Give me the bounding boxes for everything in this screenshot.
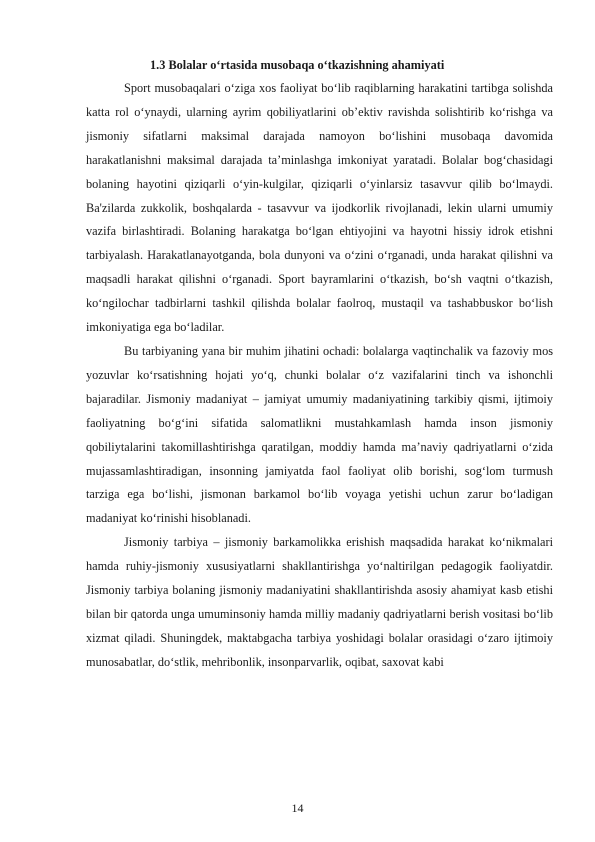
page-number: 14 bbox=[291, 801, 304, 815]
paragraph-1: Sport musobaqalari o‘ziga xos faoliyat bo‘lib raqiblarning harakatini tartibga solishda katta rol o‘ynaydi, ularning ayrim qobiliyatlarini ob’ektiv ravishda solishtirib ko‘rishga va jismoniy sifatlarni maksimal darajada namoyon bo‘lishini musobaqa davomida harakatlanishni maksimal darajada ta’minlashga imkoniyat yaratadi. Bolalar bog‘chasidagi bolaning hayotini qiziqarli o‘yin-kulgilar, qiziqarli o‘yinlarsiz tasavvur qilib bo‘lmaydi. Ba'zilarda zukkolik, boshqalarda - tasavvur va ijodkorlik rivojlanadi, lekin ularni umumiy vazifa birlashtiradi. Bolaning harakatga bo‘lgan ehtiyojini va hayotni hissiy idrok etishni tarbiyalash. Harakatlanayotganda, bola dunyoni va o‘zini o‘rganadi, unda harakat qilishni va maqsadli harakat qilishni o‘rganadi. Sport bayramlarini o‘tkazish, bo‘sh vaqtni o‘tkazish, ko‘ngilochar tadbirlarni tashkil qilishda bolalar faolroq, mustaqil va tashabbuskor bo‘lish imkoniyatiga ega bo‘ladilar. bbox=[86, 81, 553, 335]
section-heading: 1.3 Bolalar o‘rtasida musobaqa o‘tkazishning ahamiyati bbox=[150, 58, 445, 72]
body-text bbox=[86, 77, 553, 675]
paragraph-3: Jismoniy tarbiya – jismoniy barkamolikka erishish maqsadida harakat ko‘nikmalari hamda ruhiy-jismoniy xususiyatlarni shakllantirishga yo‘naltirilgan pedagogik faoliyatdir. Jismoniy tarbiya bolaning jismoniy madaniyatini shakllantirishda asosiy ahamiyat kasb etishi bilan bir qatorda unga umuminsoniy hamda milliy madaniy qadriyatlarni berish vositasi bo‘lib xizmat qiladi. Shuningdek, maktabgacha tarbiya yoshidagi bolalar orasidagi o‘zaro ijtimoiy munosabatlar, do‘stlik, mehribonlik, insonparvarlik, oqibat, saxovat kabi bbox=[86, 535, 553, 669]
paragraph-2: Bu tarbiyaning yana bir muhim jihatini ochadi: bolalarga vaqtinchalik va fazoviy mos yozuvlar ko‘rsatishning hojati yo‘q, chunki bolalar o‘z vazifalarini tinch va ishonchli bajaradilar. Jismoniy madaniyat – jamiyat umumiy madaniyatining tarkibiy qismi, ijtimoiy faoliyatning bo‘g‘ini sifatida salomatlikni mustahkamlash hamda inson jismoniy qobiliytalarini takomillashtirishga qaratilgan, moddiy hamda ma’naviy qadriyatlarni o‘zida mujassamlashtiradigan, insonning jamiyatda faol faoliyat olib borishi, sog‘lom turmush tarziga ega bo‘lishi, jismonan barkamol bo‘lib voyaga yetishi uchun zarur bo‘ladigan madaniyat ko‘rinishi hisoblanadi. bbox=[86, 343, 553, 526]
